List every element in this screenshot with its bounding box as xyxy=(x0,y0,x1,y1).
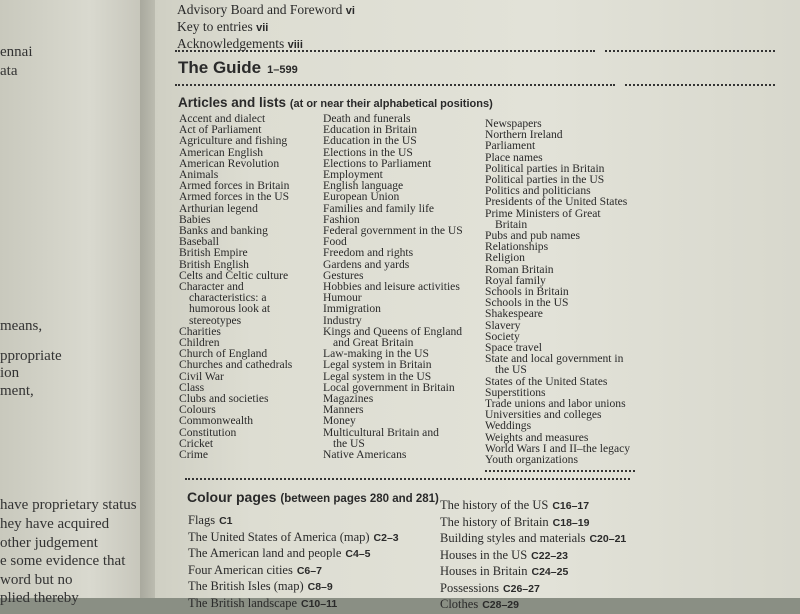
article-list-item: humorous look at xyxy=(189,302,271,316)
article-list-item: Education in the US xyxy=(323,134,417,148)
article-list-item: Celts and Celtic culture xyxy=(179,268,289,282)
article-list-item: State and local government in xyxy=(485,352,624,366)
article-list-item: Native Americans xyxy=(323,448,407,462)
article-list-item: Character and xyxy=(179,280,244,294)
left-page-text-fragment: means, xyxy=(0,318,43,334)
colour-page-item: The history of Britain C18–19 xyxy=(440,514,590,529)
article-list-item: Place names xyxy=(485,150,543,164)
article-list-item: Prime Ministers of Great xyxy=(485,206,601,220)
article-list-item: the US xyxy=(333,436,365,450)
article-list-item: Clubs and societies xyxy=(179,392,269,406)
article-list-item: Youth organizations xyxy=(485,453,578,467)
article-list-item: Hobbies and leisure activities xyxy=(323,280,460,294)
article-list-item: Newspapers xyxy=(485,117,542,130)
article-list-item: English language xyxy=(323,179,404,193)
colour-page-item: Clothes C28–29 xyxy=(440,597,519,611)
colour-page-item: The American land and people C4–5 xyxy=(188,546,371,560)
left-page-text-fragment: hey have acquired xyxy=(0,516,110,532)
article-list-item: Industry xyxy=(323,313,362,327)
colour-page-item: Houses in Britain C24–25 xyxy=(440,564,569,578)
articles-heading: Articles and lists (at or near their alphabetical positions) xyxy=(178,95,493,110)
article-list-item: Politics and politicians xyxy=(485,184,591,198)
article-list-item: Armed forces in Britain xyxy=(179,179,290,193)
left-page-text-fragment: ion xyxy=(0,365,20,381)
article-list-item: Elections to Parliament xyxy=(323,156,432,170)
article-list-item: the US xyxy=(495,363,527,377)
article-list-item: Schools in the US xyxy=(485,296,569,310)
article-list-item: Accent and dialect xyxy=(179,112,266,125)
article-list-item: Baseball xyxy=(179,235,219,249)
article-list-item: Gardens and yards xyxy=(323,257,410,271)
articles-column-3 xyxy=(485,118,630,465)
article-list-item: Britain xyxy=(495,217,528,231)
article-list-item: States of the United States xyxy=(485,374,608,388)
dotted-divider xyxy=(485,470,635,472)
dotted-divider xyxy=(185,478,630,480)
left-page-text-fragment: ennai xyxy=(0,44,33,60)
article-list-item: Civil War xyxy=(179,369,224,383)
colour-pages-column-2 xyxy=(440,498,626,614)
article-list-item: Space travel xyxy=(485,341,542,355)
article-list-item: Presidents of the United States xyxy=(485,195,628,209)
article-list-item: Gestures xyxy=(323,268,364,282)
article-list-item: Royal family xyxy=(485,273,546,287)
colour-page-item: Flags C1 xyxy=(188,513,233,527)
right-page xyxy=(155,0,800,611)
colour-pages-heading: Colour pages (between pages 280 and 281) xyxy=(187,489,439,505)
article-list-item: Local government in Britain xyxy=(323,380,455,394)
article-list-item: Weights and measures xyxy=(485,430,589,444)
article-list-item: Legal system in Britain xyxy=(323,358,432,372)
article-list-item: American English xyxy=(179,145,264,159)
article-list-item: Society xyxy=(485,329,520,343)
article-list-item: Arthurian legend xyxy=(179,201,258,215)
article-list-item: Law-making in the US xyxy=(323,347,429,361)
article-list-item: Elections in the US xyxy=(323,145,413,159)
article-list-item: Kings and Queens of England xyxy=(323,324,463,338)
article-list-item: Act of Parliament xyxy=(179,123,262,137)
article-list-item: British English xyxy=(179,257,249,271)
article-list-item: Universities and colleges xyxy=(485,408,602,422)
article-list-item: and Great Britain xyxy=(333,336,414,350)
article-list-item: Political parties in the US xyxy=(485,173,605,187)
article-list-item: American Revolution xyxy=(179,156,280,170)
dotted-divider xyxy=(625,84,775,86)
article-list-item: Cricket xyxy=(179,436,214,450)
colour-page-item: Four American cities C6–7 xyxy=(188,562,322,577)
article-list-item: Agriculture and fishing xyxy=(179,134,288,148)
article-list-item: Freedom and rights xyxy=(323,246,414,260)
article-list-item: Manners xyxy=(323,403,364,417)
left-page-text-fragment: e some evidence that xyxy=(0,553,126,569)
article-list-item: Superstitions xyxy=(485,385,546,399)
article-list-item: Crime xyxy=(179,448,208,462)
article-list-item: Humour xyxy=(323,291,362,305)
left-page-text-fragment: other judgement xyxy=(0,535,98,551)
article-list-item: Slavery xyxy=(485,318,521,332)
left-page-text-fragment: word but no xyxy=(0,572,73,588)
colour-page-item: Houses in the US C22–23 xyxy=(440,547,568,562)
article-list-item: Parliament xyxy=(485,139,536,153)
article-list-item: Weddings xyxy=(485,419,532,433)
article-list-item: Families and family life xyxy=(323,201,435,215)
article-list-item: stereotypes xyxy=(189,313,242,327)
article-list-item: Banks and banking xyxy=(179,224,268,238)
article-list-item: Children xyxy=(179,336,220,350)
front-item: Advisory Board and Foreword vi xyxy=(177,2,355,17)
article-list-item: Employment xyxy=(323,168,383,182)
article-list-item: Pubs and pub names xyxy=(485,229,580,243)
article-list-item: Charities xyxy=(179,324,221,338)
article-list-item: Churches and cathedrals xyxy=(179,358,293,372)
guide-title: The Guide 1–599 xyxy=(178,58,298,77)
front-item: Key to entries vii xyxy=(177,19,269,34)
colour-page-item: Possessions C26–27 xyxy=(440,580,540,595)
article-list-item: Constitution xyxy=(179,425,237,439)
colour-page-item: Building styles and materials C20–21 xyxy=(440,531,627,545)
article-list-item: Armed forces in the US xyxy=(179,190,290,204)
article-list-item: Magazines xyxy=(323,392,374,406)
left-page-text-fragment: plied thereby xyxy=(0,590,79,606)
article-list-item: Shakespeare xyxy=(485,307,543,321)
dotted-divider xyxy=(175,84,615,86)
article-list-item: Northern Ireland xyxy=(485,128,563,142)
left-page-text-fragment: have proprietary status xyxy=(0,497,137,513)
article-list-item: Education in Britain xyxy=(323,123,418,137)
article-list-item: Class xyxy=(179,380,205,394)
colour-page-item: The British landscape C10–11 xyxy=(188,595,338,610)
article-list-item: Immigration xyxy=(323,302,381,316)
dotted-divider xyxy=(175,50,595,52)
article-list-item: Commonwealth xyxy=(179,414,254,428)
article-list-item: Multicultural Britain and xyxy=(323,425,439,439)
article-list-item: Church of England xyxy=(179,347,268,361)
article-list-item: Fashion xyxy=(323,212,360,226)
article-list-item: Trade unions and labor unions xyxy=(485,397,626,411)
article-list-item: Animals xyxy=(179,168,219,182)
article-list-item: Political parties in Britain xyxy=(485,161,605,175)
left-page-text-fragment: ppropriate xyxy=(0,348,62,364)
left-page-text-fragment: ata xyxy=(0,63,18,79)
article-list-item: Money xyxy=(323,414,356,428)
articles-column-1 xyxy=(179,113,292,460)
colour-page-item: The history of the US C16–17 xyxy=(440,498,590,512)
article-list-item: British Empire xyxy=(179,246,248,260)
colour-page-item: The United States of America (map) C2–3 xyxy=(188,529,399,544)
colour-page-item: The British Isles (map) C8–9 xyxy=(188,579,333,593)
article-list-item: characteristics: a xyxy=(189,291,267,305)
colour-pages-column-1 xyxy=(188,513,399,612)
articles-column-2 xyxy=(323,113,463,460)
front-matter-list xyxy=(177,2,355,53)
article-list-item: Death and funerals xyxy=(323,112,411,125)
dotted-divider xyxy=(605,50,775,52)
article-list-item: Roman Britain xyxy=(485,262,554,276)
article-list-item: European Union xyxy=(323,190,400,204)
front-item: Acknowledgements viii xyxy=(177,36,303,51)
left-page-text-fragment: ment, xyxy=(0,383,34,399)
article-list-item: World Wars I and II–the legacy xyxy=(485,441,631,455)
article-list-item: Babies xyxy=(179,212,211,226)
article-list-item: Colours xyxy=(179,403,216,417)
article-list-item: Food xyxy=(323,235,347,249)
left-page xyxy=(0,0,150,606)
article-list-item: Relationships xyxy=(485,240,549,254)
article-list-item: Schools in Britain xyxy=(485,285,569,299)
article-list-item: Federal government in the US xyxy=(323,224,463,238)
article-list-item: Legal system in the US xyxy=(323,369,432,383)
article-list-item: Religion xyxy=(485,251,525,265)
